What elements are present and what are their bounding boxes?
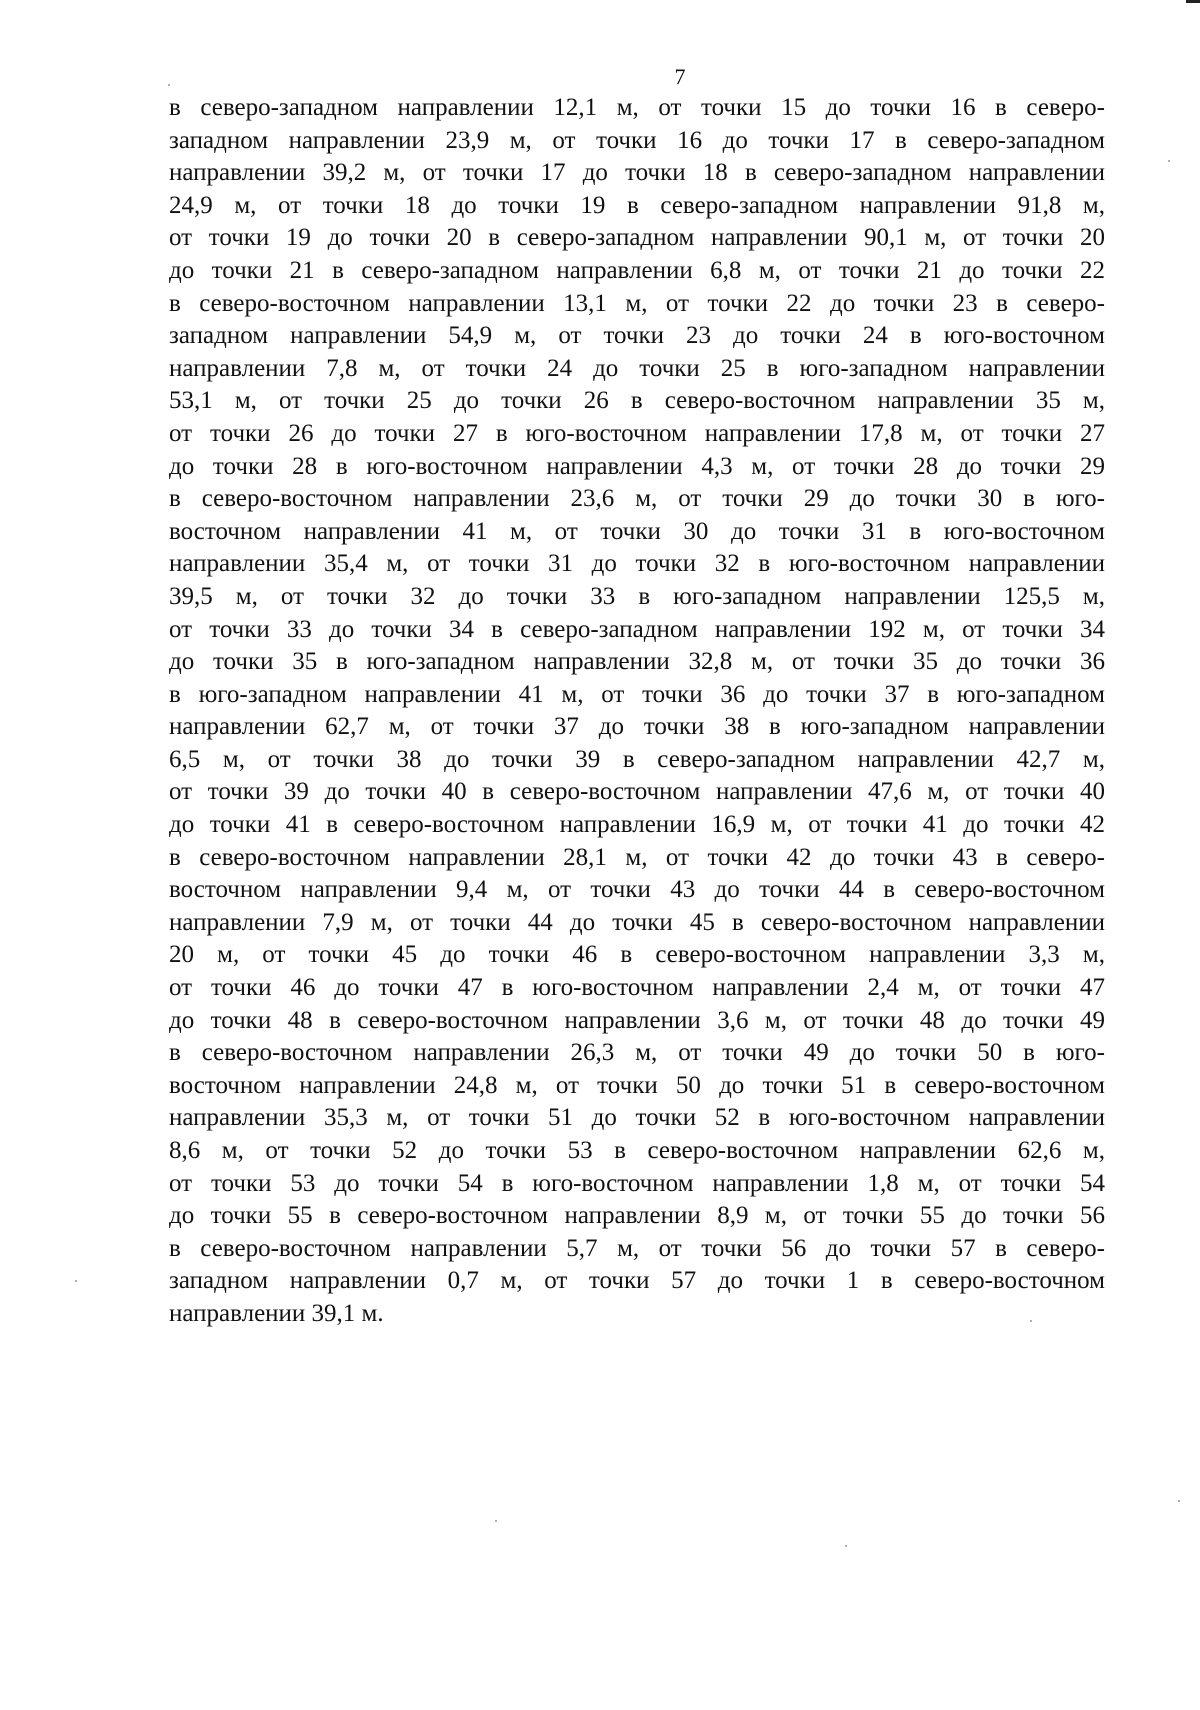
- text-line: западном направлении 0,7 м, от точки 57 до точки 1 в северо-восточном: [169, 1267, 1105, 1295]
- text-line: западном направлении 54,9 м, от точки 23 до точки 24 в юго-восточном: [169, 322, 1105, 350]
- text-line: восточном направлении 9,4 м, от точки 43 до точки 44 в северо-восточном: [169, 876, 1105, 904]
- text-line: до точки 21 в северо-западном направлении 6,8 м, от точки 21 до точки 22: [169, 256, 1105, 284]
- text-line: от точки 53 до точки 54 в юго-восточном направлении 1,8 м, от точки 54: [169, 1169, 1105, 1197]
- text-line: 6,5 м, от точки 38 до точки 39 в северо-западном направлении 42,7 м,: [169, 745, 1105, 773]
- text-line: до точки 48 в северо-восточном направлении 3,6 м, от точки 48 до точки 49: [169, 1006, 1105, 1034]
- scan-speck: [495, 1520, 497, 1522]
- text-line: до точки 35 в юго-западном направлении 32,8 м, от точки 35 до точки 36: [169, 648, 1105, 676]
- text-line: в северо-восточном направлении 13,1 м, от точки 22 до точки 23 в северо-: [169, 289, 1105, 317]
- text-line: 53,1 м, от точки 25 до точки 26 в северо-восточном направлении 35 м,: [169, 387, 1105, 415]
- text-line: западном направлении 23,9 м, от точки 16 до точки 17 в северо-западном: [169, 126, 1105, 154]
- text-line: в северо-западном направлении 12,1 м, от точки 15 до точки 16 в северо-: [169, 94, 1105, 121]
- text-line: 8,6 м, от точки 52 до точки 53 в северо-восточном направлении 62,6 м,: [169, 1137, 1105, 1164]
- scan-speck: [845, 1545, 847, 1547]
- text-line: 24,9 м, от точки 18 до точки 19 в северо-западном направлении 91,8 м,: [169, 191, 1105, 219]
- scan-speck: [1168, 160, 1170, 162]
- text-line: от точки 26 до точки 27 в юго-восточном направлении 17,8 м, от точки 27: [169, 419, 1105, 447]
- scan-speck: [75, 1280, 77, 1282]
- text-line: в северо-восточном направлении 26,3 м, от точки 49 до точки 50 в юго-: [169, 1039, 1105, 1067]
- text-line: в юго-западном направлении 41 м, от точки 36 до точки 37 в юго-западном: [169, 680, 1105, 708]
- text-line: в северо-восточном направлении 28,1 м, от точки 42 до точки 43 в северо-: [169, 843, 1105, 871]
- text-line: восточном направлении 41 м, от точки 30 до точки 31 в юго-восточном: [169, 517, 1105, 545]
- page-number: 7: [674, 64, 686, 89]
- text-line: направлении 7,9 м, от точки 44 до точки 45 в северо-восточном направлении: [169, 908, 1105, 936]
- scan-speck: [1030, 1320, 1032, 1322]
- text-line: от точки 46 до точки 47 в юго-восточном направлении 2,4 м, от точки 47: [169, 974, 1105, 1002]
- text-line: направлении 35,3 м, от точки 51 до точки 52 в юго-восточном направлении: [169, 1104, 1105, 1132]
- text-line-last: направлении 39,1 м.: [169, 1299, 384, 1327]
- text-line: 39,5 м, от точки 32 до точки 33 в юго-западном направлении 125,5 м,: [169, 582, 1105, 610]
- text-line: от точки 39 до точки 40 в северо-восточном направлении 47,6 м, от точки 40: [169, 778, 1105, 806]
- text-line: до точки 41 в северо-восточном направлении 16,9 м, от точки 41 до точки 42: [169, 811, 1105, 839]
- text-line: от точки 19 до точки 20 в северо-западном направлении 90,1 м, от точки 20: [169, 224, 1105, 252]
- text-line: от точки 33 до точки 34 в северо-западном направлении 192 м, от точки 34: [169, 615, 1105, 643]
- text-line: направлении 7,8 м, от точки 24 до точки 25 в юго-западном направлении: [169, 354, 1105, 382]
- text-line: до точки 28 в юго-восточном направлении 4,3 м, от точки 28 до точки 29: [169, 452, 1105, 480]
- text-line: до точки 55 в северо-восточном направлении 8,9 м, от точки 55 до точки 56: [169, 1202, 1105, 1230]
- text-line: направлении 39,2 м, от точки 17 до точки 18 в северо-западном направлении: [169, 159, 1105, 187]
- scan-edge-mark: [1186, 0, 1200, 3]
- text-line: направлении 35,4 м, от точки 31 до точки 32 в юго-восточном направлении: [169, 550, 1105, 578]
- body-text: [169, 92, 1105, 1331]
- text-line: направлении 62,7 м, от точки 37 до точки 38 в юго-западном направлении: [169, 713, 1105, 741]
- text-line: 20 м, от точки 45 до точки 46 в северо-восточном направлении 3,3 м,: [169, 941, 1105, 969]
- scan-speck: [1178, 1500, 1180, 1502]
- scan-speck: [168, 84, 170, 86]
- text-line: в северо-восточном направлении 23,6 м, от точки 29 до точки 30 в юго-: [169, 485, 1105, 513]
- text-line: в северо-восточном направлении 5,7 м, от точки 56 до точки 57 в северо-: [169, 1234, 1105, 1262]
- text-line: восточном направлении 24,8 м, от точки 50 до точки 51 в северо-восточном: [169, 1071, 1105, 1099]
